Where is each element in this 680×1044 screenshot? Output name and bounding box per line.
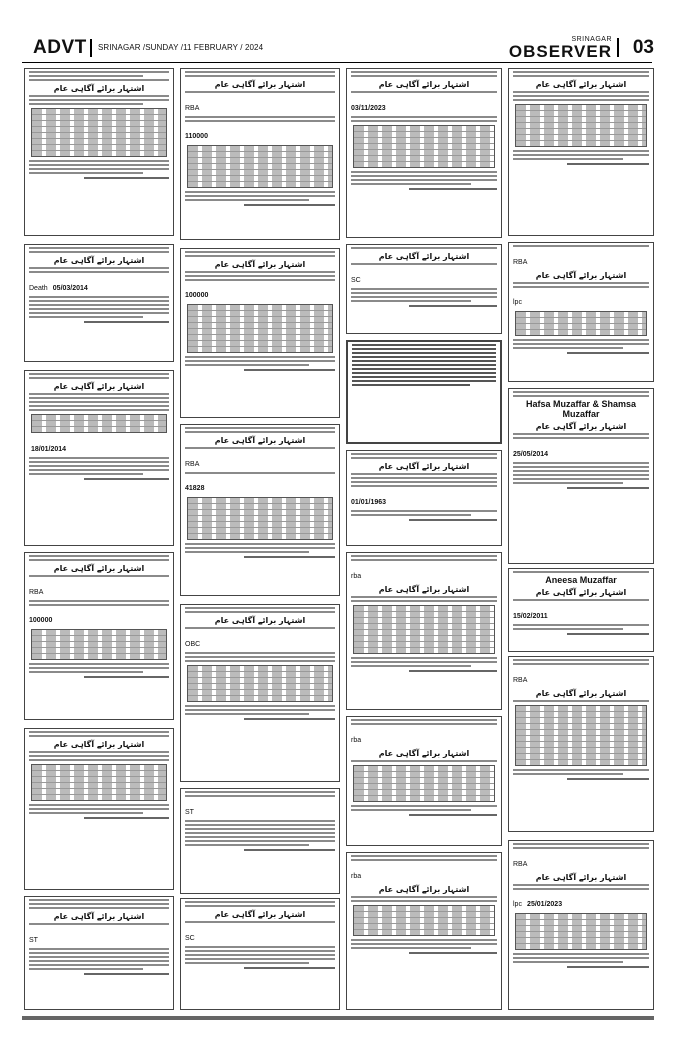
date-text: 03/11/2023 [351, 105, 386, 112]
ad-heading: اشتہار برائے آگاہی عام [214, 260, 306, 269]
ad-heading: اشتہار برائے آگاہی عام [535, 873, 627, 882]
ad-table [515, 311, 647, 336]
date-text: 01/01/1963 [351, 499, 387, 506]
code-text: RBA [513, 259, 528, 266]
ad-notice [508, 840, 654, 1010]
masthead-title: OBSERVER [508, 42, 612, 61]
ad-notice [180, 68, 340, 240]
page-number: 03 [632, 37, 654, 58]
dateline: SRINAGAR /SUNDAY /11 FEBRUARY / 2024 [98, 43, 264, 52]
ad-notice [24, 68, 174, 236]
ad-table [353, 905, 495, 936]
ad-notice [508, 242, 654, 382]
ad-notice [346, 340, 502, 444]
ad-table [515, 913, 647, 950]
date-text: 05/03/2014 [52, 285, 88, 292]
footer-rule [22, 1016, 654, 1020]
code-text: rba [351, 573, 362, 580]
ad-notice [180, 604, 340, 782]
amount-text: 100000 [185, 292, 209, 299]
code-text: RBA [513, 677, 528, 684]
ad-heading: اشتہار برائے آگاہی عام [378, 80, 470, 89]
ad-notice [24, 370, 174, 546]
ad-heading: اشتہار برائے آگاہی عام [378, 585, 470, 594]
ad-heading: اشتہار برائے آگاہی عام [53, 256, 145, 265]
ad-notice [24, 896, 174, 1010]
code-text: RBA [513, 861, 528, 868]
ad-heading: اشتہار برائے آگاہی عام [53, 740, 145, 749]
ad-heading: اشتہار برائے آگاہی عام [378, 462, 470, 471]
header-divider [617, 38, 619, 57]
ad-notice [346, 244, 502, 334]
ad-heading: اشتہار برائے آگاہی عام [53, 912, 145, 921]
ad-heading: اشتہار برائے آگاہی عام [535, 271, 627, 280]
ad-table [31, 108, 167, 157]
notice-name: Aneesa Muzaffar [545, 575, 617, 585]
ad-heading: اشتہار برائے آگاہی عام [214, 910, 306, 919]
notice-name: Hafsa Muzaffar & Shamsa Muzaffar [525, 399, 637, 419]
ad-table [515, 104, 647, 147]
ad-notice [508, 68, 654, 236]
code-text: RBA [29, 589, 44, 596]
ad-notice [180, 898, 340, 1010]
ad-notice [180, 424, 340, 596]
ad-notice [24, 552, 174, 720]
amount-text: 100000 [29, 617, 53, 624]
code-text: RBA [185, 461, 200, 468]
amount-text: 110000 [185, 133, 208, 140]
code-text: lpc [513, 901, 522, 908]
ad-table [187, 145, 333, 188]
date-text: 15/02/2011 [513, 613, 548, 620]
date-text: 25/05/2014 [513, 451, 549, 458]
ad-heading: اشتہار برائے آگاہی عام [378, 749, 470, 758]
code-text: RBA [185, 105, 200, 112]
ad-notice [508, 656, 654, 832]
ad-table [353, 605, 495, 654]
code-text: Death [29, 285, 48, 292]
code-text: SC [185, 935, 195, 942]
section-label: ADVT [33, 37, 87, 58]
ad-heading: اشتہار برائے آگاہی عام [53, 84, 145, 93]
ad-notice [24, 728, 174, 890]
ad-notice [180, 788, 340, 894]
date-text: 18/01/2014 [31, 446, 67, 453]
ad-heading: اشتہار برائے آگاہی عام [53, 564, 145, 573]
masthead-city: SRINAGAR [571, 36, 612, 43]
code-text: ST [29, 937, 38, 944]
code-text: SC [351, 277, 361, 284]
ad-table [187, 665, 333, 702]
ad-heading: اشتہار برائے آگاہی عام [214, 436, 306, 445]
ad-notice [180, 248, 340, 418]
ad-heading: اشتہار برائے آگاہی عام [378, 885, 470, 894]
ad-table [187, 304, 333, 353]
page-header [22, 36, 664, 60]
header-rule [22, 62, 652, 63]
ad-notice [508, 388, 654, 564]
ad-notice [346, 716, 502, 846]
header-divider [90, 39, 92, 57]
code-text: OBC [185, 641, 201, 648]
code-text: rba [351, 873, 362, 880]
masthead [509, 36, 612, 60]
ad-table [515, 705, 647, 766]
ad-heading: اشتہار برائے آگاہی عام [535, 689, 627, 698]
ad-notice [346, 552, 502, 710]
code-text: ST [185, 809, 194, 816]
code-text: lpc [513, 299, 522, 306]
ad-notice [346, 450, 502, 546]
ad-heading: اشتہار برائے آگاہی عام [535, 588, 627, 597]
ad-heading: اشتہار برائے آگاہی عام [53, 382, 145, 391]
ad-heading: اشتہار برائے آگاہی عام [214, 616, 306, 625]
ad-notice [346, 852, 502, 1010]
ad-table [187, 497, 333, 540]
ad-table [31, 414, 167, 433]
ad-table [31, 629, 167, 660]
ad-heading: اشتہار برائے آگاہی عام [535, 422, 627, 431]
amount-text: 41828 [185, 485, 205, 492]
ad-table [353, 765, 495, 802]
code-text: rba [351, 737, 362, 744]
ad-notice [24, 244, 174, 362]
ad-notice [346, 68, 502, 238]
ad-heading: اشتہار برائے آگاہی عام [378, 252, 470, 261]
ad-notice [508, 568, 654, 652]
ad-heading: اشتہار برائے آگاہی عام [535, 80, 627, 89]
ad-table [31, 764, 167, 801]
ad-table [353, 125, 495, 168]
ad-heading: اشتہار برائے آگاہی عام [214, 80, 306, 89]
date-text: 25/01/2023 [527, 901, 563, 908]
